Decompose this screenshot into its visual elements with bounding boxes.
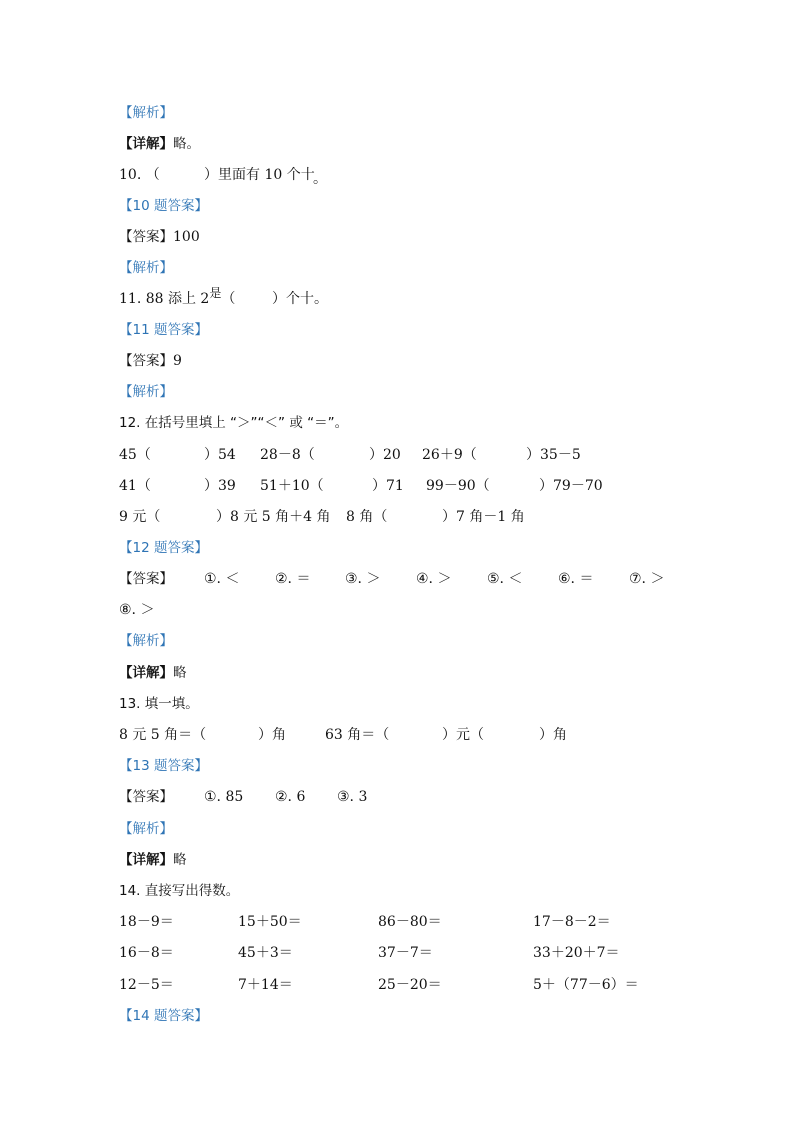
- detail-label: 【详解】: [119, 665, 173, 681]
- q11-open: （: [221, 291, 236, 307]
- q11-answer-heading: 【11 题答案】: [119, 322, 208, 338]
- q12-answer-4: ④. ＞: [416, 571, 452, 587]
- q14-row-2: [119, 943, 639, 963]
- detail-text: 略: [173, 665, 187, 681]
- q14-r3-c3: 25－20＝: [378, 977, 442, 993]
- q14-row-3: [119, 975, 639, 995]
- q14-r3-c4: 5＋（77－6）＝: [533, 977, 639, 993]
- question-14: 14. 直接写出得数。: [119, 883, 240, 899]
- q14-r3-c2: 7＋14＝: [238, 977, 293, 993]
- q12-answer-1: ①. ＜: [204, 571, 240, 587]
- detail-label: 【详解】: [119, 136, 173, 152]
- q10-answer: [119, 227, 200, 247]
- q13-analysis-heading: 【解析】: [119, 821, 173, 837]
- q13-c4: ）元（: [442, 727, 484, 743]
- q14-row-1: [119, 912, 639, 932]
- q12-answer-7: ⑦. ＞: [629, 571, 665, 587]
- q14-answer-heading: 【14 题答案】: [119, 1008, 208, 1024]
- q12-detail: [119, 663, 187, 683]
- q12-r3-c2: ）8 元 5 角＋4 角: [216, 509, 331, 525]
- detail-text: 略: [173, 852, 187, 868]
- q12-r1-c6: ）35－5: [526, 447, 581, 463]
- q13-c3: 63 角＝（: [325, 727, 390, 743]
- q12-r1-c1: 45（: [119, 447, 151, 463]
- q12-answer-3: ③. ＞: [345, 571, 381, 587]
- q12-r3-c4: ）7 角－1 角: [442, 509, 525, 525]
- q12-r1-c4: ）20: [369, 447, 401, 463]
- answer-label: 【答案】: [119, 571, 173, 587]
- q13-answer-1: ①. 85: [204, 789, 244, 805]
- q13-c5: ）角: [539, 727, 567, 743]
- q14-r2-c4: 33＋20＋7＝: [533, 945, 620, 961]
- q12-answer-5: ⑤. ＜: [487, 571, 523, 587]
- q14-r2-c3: 37－7＝: [378, 945, 433, 961]
- q13-answer-2: ②. 6: [275, 789, 306, 805]
- q14-r1-c4: 17－8－2＝: [533, 914, 611, 930]
- q11-sup: 是: [209, 286, 222, 300]
- q11-answer: [119, 351, 182, 371]
- q12-answer: [119, 569, 689, 589]
- q10-analysis-heading: 【解析】: [119, 260, 173, 276]
- q12-answer-heading: 【12 题答案】: [119, 540, 208, 556]
- detail-line: [119, 134, 200, 154]
- q12-r2-c5: 99－90（: [426, 478, 490, 494]
- q10-suffix: ）里面有 10 个十: [204, 167, 315, 183]
- q10-dot: 。: [313, 171, 327, 187]
- q12-row-1: [119, 445, 679, 465]
- q12-answer-6: ⑥. ＝: [558, 571, 594, 587]
- q12-answer-2: ②. ＝: [275, 571, 311, 587]
- q13-c2: ）角: [258, 727, 286, 743]
- q12-r1-c5: 26＋9（: [422, 447, 477, 463]
- q12-r1-c2: ）54: [204, 447, 236, 463]
- q12-r2-c3: 51＋10（: [260, 478, 324, 494]
- q11-analysis-heading: 【解析】: [119, 384, 173, 400]
- answer-value: 9: [173, 353, 182, 369]
- q13-answer: [119, 787, 419, 807]
- answer-label: 【答案】: [119, 229, 173, 245]
- q14-r3-c1: 12－5＝: [119, 977, 174, 993]
- q13-row: [119, 725, 579, 745]
- detail-label: 【详解】: [119, 852, 173, 868]
- q14-r1-c3: 86－80＝: [378, 914, 442, 930]
- q12-r2-c4: ）71: [372, 478, 404, 494]
- q12-r2-c1: 41（: [119, 478, 151, 494]
- q12-r3-c1: 9 元（: [119, 509, 161, 525]
- q13-detail: [119, 850, 187, 870]
- q12-r2-c2: ）39: [204, 478, 236, 494]
- question-12: 12. 在括号里填上 “＞”“＜” 或 “＝”。: [119, 415, 349, 431]
- q12-analysis-heading: 【解析】: [119, 633, 173, 649]
- q12-r1-c3: 28－8（: [260, 447, 315, 463]
- q14-r1-c2: 15＋50＝: [238, 914, 302, 930]
- answer-value: 100: [173, 229, 200, 245]
- q12-r2-c6: ）79－70: [539, 478, 603, 494]
- q13-c1: 8 元 5 角＝（: [119, 727, 207, 743]
- q12-r3-c3: 8 角（: [346, 509, 388, 525]
- q11-prefix: 11. 88 添上 2是（: [119, 286, 236, 307]
- analysis-heading: 【解析】: [119, 105, 173, 121]
- q10-prefix: 10. （: [119, 167, 160, 183]
- answer-label: 【答案】: [119, 353, 173, 369]
- detail-text: 略。: [173, 136, 200, 152]
- q12-answer-8: ⑧. ＞: [119, 602, 155, 618]
- q14-r2-c1: 16－8＝: [119, 945, 174, 961]
- q12-row-2: [119, 476, 679, 496]
- question-13: 13. 填一填。: [119, 696, 199, 712]
- q13-answer-3: ③. 3: [337, 789, 368, 805]
- q12-row-3: [119, 507, 679, 527]
- q13-answer-heading: 【13 题答案】: [119, 758, 208, 774]
- q11-suffix: ）个十。: [272, 291, 328, 307]
- q10-answer-heading: 【10 题答案】: [119, 198, 208, 214]
- q14-r1-c1: 18－9＝: [119, 914, 174, 930]
- q14-r2-c2: 45＋3＝: [238, 945, 293, 961]
- answer-label: 【答案】: [119, 789, 173, 805]
